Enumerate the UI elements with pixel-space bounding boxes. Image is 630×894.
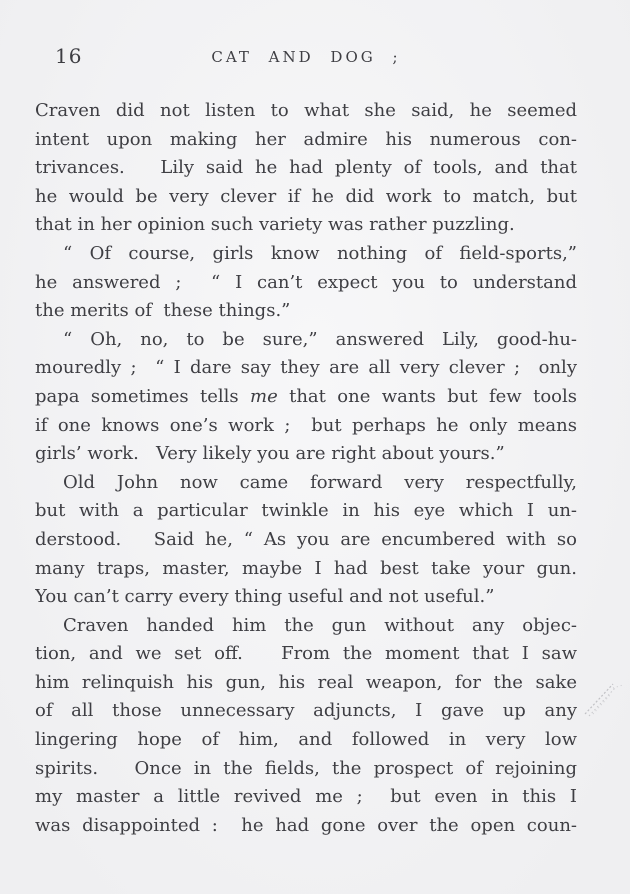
text-line	[35, 269, 577, 298]
text-segment: “ Of course, girls know nothing of field-sports,”	[63, 242, 577, 264]
text-segment: mouredly ; “ I dare say they are all very clever ; only	[35, 357, 577, 379]
text-segment: Old John now came forward very respectfully,	[63, 471, 577, 493]
text-line	[35, 640, 577, 669]
text-line	[35, 783, 577, 812]
page-header	[35, 44, 577, 70]
text-segment: he answered ; “ I can’t expect you to understand	[35, 271, 577, 293]
text-line	[35, 297, 577, 326]
text-line	[35, 812, 577, 841]
text-segment: papa sometimes tells	[35, 385, 250, 407]
text-segment: trivances. Lily said he had plenty of tools, and that	[35, 157, 577, 179]
text-segment: that one wants but few tools	[277, 385, 577, 407]
text-line	[35, 612, 577, 641]
text-segment: Craven handed him the gun without any objec-	[63, 614, 577, 636]
text-segment: my master a little revived me ; but even in this I	[35, 786, 577, 808]
text-line	[35, 354, 577, 383]
text-line	[35, 669, 577, 698]
text-line	[35, 526, 577, 555]
italic-text-segment: me	[250, 385, 278, 407]
text-line	[35, 755, 577, 784]
text-line	[35, 583, 577, 612]
text-line	[35, 497, 577, 526]
text-segment: intent upon making her admire his numerous con-	[35, 128, 577, 150]
text-line	[35, 126, 577, 155]
text-line	[35, 726, 577, 755]
text-segment: “ Oh, no, to be sure,” answered Lily, good-hu-	[63, 328, 577, 350]
text-segment: lingering hope of him, and followed in very low	[35, 729, 577, 751]
text-line	[35, 154, 577, 183]
text-segment: spirits. Once in the fields, the prospect of rejoining	[35, 757, 577, 779]
text-segment: You can’t carry every thing useful and not useful.”	[35, 586, 495, 608]
text-segment: if one knows one’s work ; but perhaps he only means	[35, 414, 577, 436]
text-line	[35, 240, 577, 269]
page-body	[35, 97, 577, 840]
text-line	[35, 326, 577, 355]
text-line	[35, 211, 577, 240]
running-title: CAT AND DOG ;	[211, 48, 401, 66]
text-segment: him relinquish his gun, his real weapon, for the sake	[35, 671, 577, 693]
text-segment: derstood. Said he, “ As you are encumbered with so	[35, 528, 577, 550]
text-segment: Craven did not listen to what she said, he seemed	[35, 100, 577, 121]
text-segment: that in her opinion such variety was rather puzzling.	[35, 214, 515, 236]
text-line	[35, 383, 577, 412]
text-line	[35, 697, 577, 726]
text-segment: girls’ work. Very likely you are right about yours.”	[35, 443, 505, 465]
text-segment: but with a particular twinkle in his eye which I un-	[35, 500, 577, 522]
text-line	[35, 440, 577, 469]
text-segment: he would be very clever if he did work to match, but	[35, 185, 577, 207]
text-line	[35, 469, 577, 498]
text-segment: was disappointed : he had gone over the open coun-	[35, 814, 577, 836]
text-segment: the merits of these things.”	[35, 300, 291, 322]
text-line	[35, 412, 577, 441]
text-line	[35, 555, 577, 584]
text-line	[35, 97, 577, 126]
page-number: 16	[55, 44, 83, 68]
scan-scratch-artifact	[583, 668, 625, 720]
text-line	[35, 183, 577, 212]
text-segment: many traps, master, maybe I had best take your gun.	[35, 557, 577, 579]
text-segment: of all those unnecessary adjuncts, I gave up any	[35, 700, 577, 722]
text-segment: tion, and we set off. From the moment that I saw	[35, 643, 577, 665]
